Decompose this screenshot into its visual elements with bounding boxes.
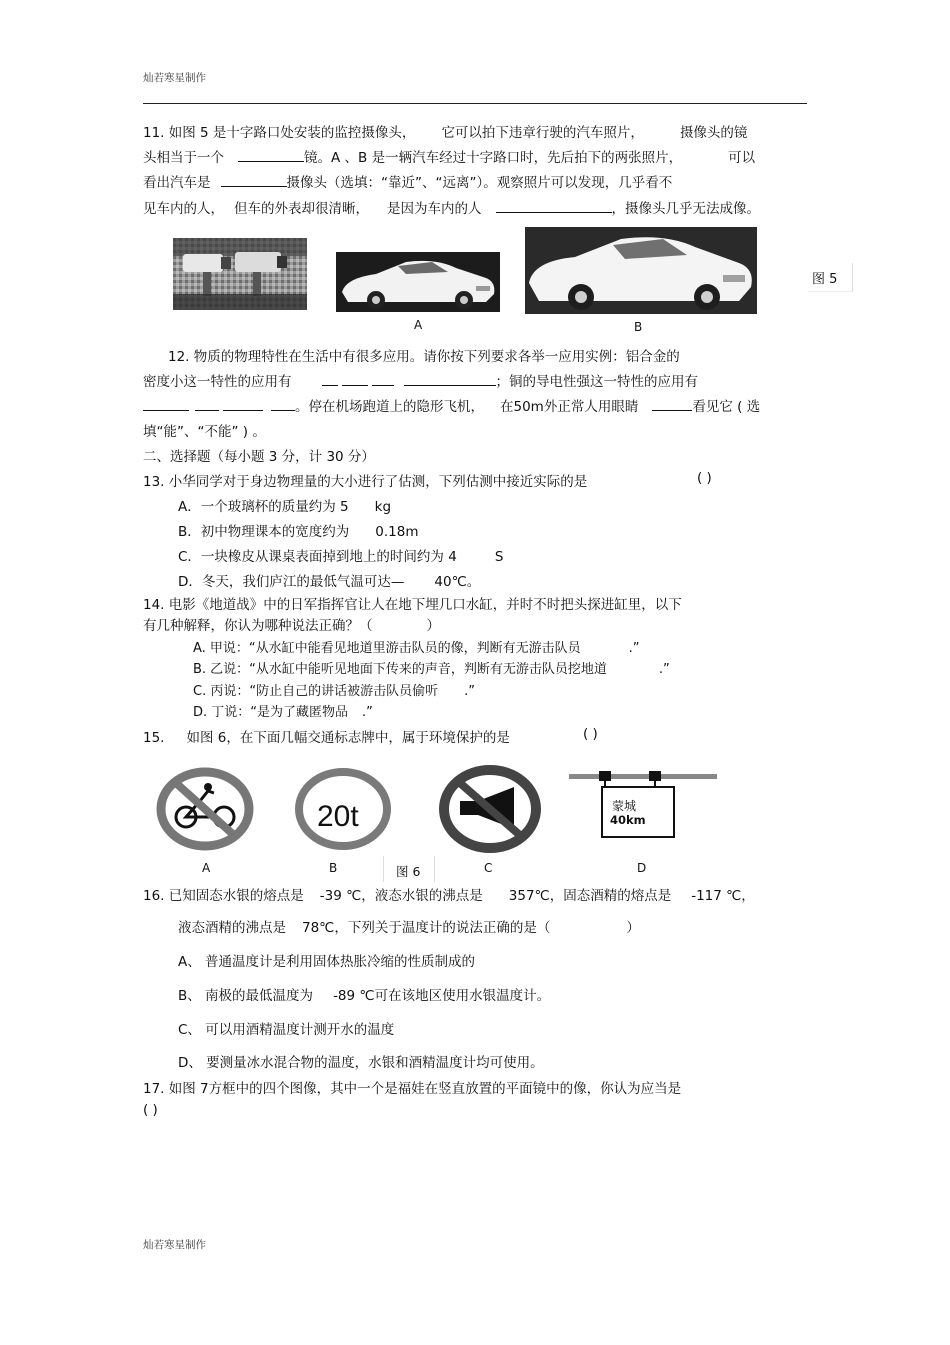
q13-option-b-text: B．初中物理课本的宽度约为 <box>178 524 350 540</box>
q16-text-2a: 液态酒精的沸点是 <box>178 920 286 936</box>
q12-blank-3[interactable] <box>652 396 692 411</box>
q14-option-c[interactable] <box>193 680 475 699</box>
q12-blank-1b[interactable] <box>342 371 368 386</box>
q11-line-1 <box>143 121 747 141</box>
q13-answer-paren[interactable]: ( ) <box>697 470 712 486</box>
fig5-label-b: B <box>634 320 643 334</box>
q13-option-b-unit: 0.18m <box>375 524 419 540</box>
section-2-title: 二、选择题（每小题 3 分，计 30 分） <box>143 449 375 465</box>
page-header: 灿若寒星制作 <box>143 72 206 84</box>
q14-option-b-text: B. 乙说：“从水缸中能听见地面下传来的声音，判断有无游击队员挖地道 <box>193 662 607 677</box>
q16-text-2b: 78℃，下列关于温度计的说法正确的是（ <box>302 920 551 936</box>
q16-text-1d: -117 ℃， <box>691 888 755 904</box>
q12-line-3 <box>143 395 760 415</box>
q16-option-d[interactable]: D、 要测量冰水混合物的温度，水银和酒精温度计均可使用。 <box>178 1055 544 1071</box>
q16-option-a[interactable]: A、 普通温度计是利用固体热胀冷缩的性质制成的 <box>178 954 476 970</box>
q13-stem: 13. 小华同学对于身边物理量的大小进行了估测，下列估测中接近实际的是 <box>143 474 588 490</box>
no-bicycle-sign-icon <box>156 767 254 851</box>
q14-option-d-end: .” <box>362 705 373 720</box>
weight-limit-text: 20t <box>317 800 359 833</box>
q14-option-d-text: D. 丁说：“是为了藏匿物品 <box>193 705 349 720</box>
q12-blank-2a[interactable] <box>143 396 189 411</box>
q11-blank-1[interactable] <box>238 147 304 162</box>
q12-text-3b: 在50m外正常人用眼睛 <box>500 399 639 415</box>
header-rule <box>143 103 807 104</box>
q11-text-1a: 11. 如图 5 是十字路口处安装的监控摄像头， <box>143 125 416 141</box>
q14-option-b-end: .” <box>658 662 670 677</box>
q16-text-2c: ） <box>626 920 640 936</box>
q12-text-3c: 看见它 ( 选 <box>692 399 761 415</box>
q16-option-b-end: -89 ℃可在该地区使用水银温度计。 <box>333 988 551 1004</box>
fig6-label-c: C <box>484 861 493 875</box>
fig5-label: 图 5 <box>812 272 838 287</box>
q14-line-2 <box>143 614 440 634</box>
q12-text-2b: ；铜的导电性强这一特性的应用有 <box>495 374 698 390</box>
q16-option-c[interactable]: C、 可以用酒精温度计测开水的温度 <box>178 1022 395 1038</box>
q11-text-2a: 头相当于一个 <box>143 150 224 166</box>
q13-option-d-unit: 40℃。 <box>434 574 481 590</box>
q13-option-a-unit: kg <box>374 499 392 515</box>
q17-answer-paren[interactable]: ( ) <box>143 1102 158 1118</box>
q12-blank-2d[interactable] <box>271 396 295 411</box>
q12-line-1: 12. 物质的物理特性在生活中有很多应用。请你按下列要求各举一应用实例：铝合金的 <box>168 349 680 365</box>
q14-option-c-text: C. 丙说：“防止自己的讲话被游击队员偷听 <box>193 684 439 699</box>
fig6-label: 图 6 <box>396 864 421 879</box>
q14-option-d[interactable] <box>193 701 373 720</box>
q13-option-b[interactable] <box>178 520 418 540</box>
q11-blank-2[interactable] <box>221 172 287 187</box>
q13-option-d-text: D．冬天，我们庐江的最低气温可达— <box>178 574 405 590</box>
q12-blank-1a[interactable] <box>322 371 338 386</box>
q13-option-a-text: A．一个玻璃杯的质量约为 5 <box>178 499 349 515</box>
q16-line-1 <box>143 884 755 904</box>
q16-text-1a: 16. 已知固态水银的熔点是 <box>143 888 304 904</box>
q13-option-c-unit: S <box>494 549 504 565</box>
surveillance-camera-image <box>173 238 307 310</box>
q11-text-3a: 看出汽车是 <box>143 175 211 191</box>
q13-option-d[interactable] <box>178 570 480 590</box>
q15-answer-paren[interactable]: ( ) <box>583 726 598 742</box>
q17-line-1: 17. 如图 7方框中的四个图像，其中一个是福娃在竖直放置的平面镜中的像，你认为应当是 <box>143 1081 682 1097</box>
q11-text-2b: 镜。A 、B 是一辆汽车经过十字路口时，先后拍下的两张照片， <box>304 150 683 166</box>
car-photo-a <box>336 252 500 312</box>
q11-line-4 <box>143 197 760 217</box>
q11-text-1c: 摄像头的镜 <box>679 125 748 141</box>
q11-text-2c: 可以 <box>728 150 756 166</box>
fig5-label-a: A <box>414 318 423 332</box>
q16-option-b[interactable] <box>178 984 550 1004</box>
q11-line-3 <box>143 171 672 191</box>
q14-option-c-end: .” <box>464 684 475 699</box>
q15-stem <box>143 726 510 746</box>
page-footer: 灿若寒星制作 <box>143 1239 206 1251</box>
q14-line-1: 14. 电影《地道战》中的日军指挥官让人在地下埋几口水缸，并时不时把头探进缸里，以下 <box>143 597 682 613</box>
q11-text-1b: 它可以拍下违章行驶的汽车照片， <box>441 125 644 141</box>
fig6-label-a: A <box>202 861 211 875</box>
fig6-label-box <box>383 856 435 882</box>
q11-text-4d: ，摄像头几乎无法成像。 <box>611 201 760 217</box>
camera-photo <box>173 238 307 310</box>
q11-blank-3[interactable] <box>496 198 612 213</box>
fig5-label-box <box>808 263 853 292</box>
q16-text-1c: 357℃，固态酒精的熔点是 <box>508 888 672 904</box>
q12-blank-1c[interactable] <box>372 371 394 386</box>
distance-sign-km: 40km <box>610 813 646 827</box>
q11-text-4b: 但车的外表却很清晰， <box>234 201 369 217</box>
fig6-label-d: D <box>637 861 647 875</box>
q15-text: 如图 6，在下面几幅交通标志牌中，属于环境保护的是 <box>186 730 510 746</box>
distance-sign-city: 蒙城 <box>612 799 637 813</box>
q12-blank-1d[interactable] <box>404 371 496 386</box>
q14-text-2b: ） <box>426 618 440 634</box>
car-photo-b <box>525 227 757 314</box>
q13-option-a[interactable] <box>178 495 391 515</box>
q14-text-2a: 有几种解释，你认为哪种说法正确？（ <box>143 618 373 634</box>
q12-blank-2b[interactable] <box>195 396 219 411</box>
q16-text-1b: -39 ℃，液态水银的沸点是 <box>319 888 483 904</box>
q14-option-a[interactable] <box>193 637 640 656</box>
q12-blank-2c[interactable] <box>223 396 263 411</box>
no-horn-sign-icon <box>438 765 542 853</box>
q13-option-c-text: C．一块橡皮从课桌表面掉到地上的时间约为 4 <box>178 549 457 565</box>
car-a-image <box>336 252 500 312</box>
q16-line-2 <box>178 916 640 936</box>
q11-line-2 <box>143 146 755 166</box>
q14-option-b[interactable] <box>193 658 670 677</box>
q11-text-3b: 摄像头（选填：“靠近”、“远离”）。观察照片可以发现，几乎看不 <box>286 175 673 191</box>
distance-sign-icon <box>567 770 719 840</box>
fig6-label-b: B <box>329 861 338 875</box>
q14-option-a-text: A. 甲说：“从水缸中能看见地道里游击队员的像，判断有无游击队员 <box>193 641 581 656</box>
q11-text-4a: 见车内的人， <box>143 201 224 217</box>
q11-text-4c: 是因为车内的人 <box>387 201 482 217</box>
q16-option-b-text: B、 南极的最低温度为 <box>178 988 314 1004</box>
q12-line-4: 填“能”、“不能” ) 。 <box>143 424 266 440</box>
q15-number: 15. <box>143 730 165 746</box>
q13-option-c[interactable] <box>178 545 503 565</box>
q12-text-3a: 。停在机场跑道上的隐形飞机， <box>295 399 484 415</box>
car-b-image <box>525 227 757 314</box>
q12-line-2 <box>143 370 698 390</box>
q14-option-a-end: .” <box>628 641 640 656</box>
q12-text-2a: 密度小这一特性的应用有 <box>143 374 292 390</box>
